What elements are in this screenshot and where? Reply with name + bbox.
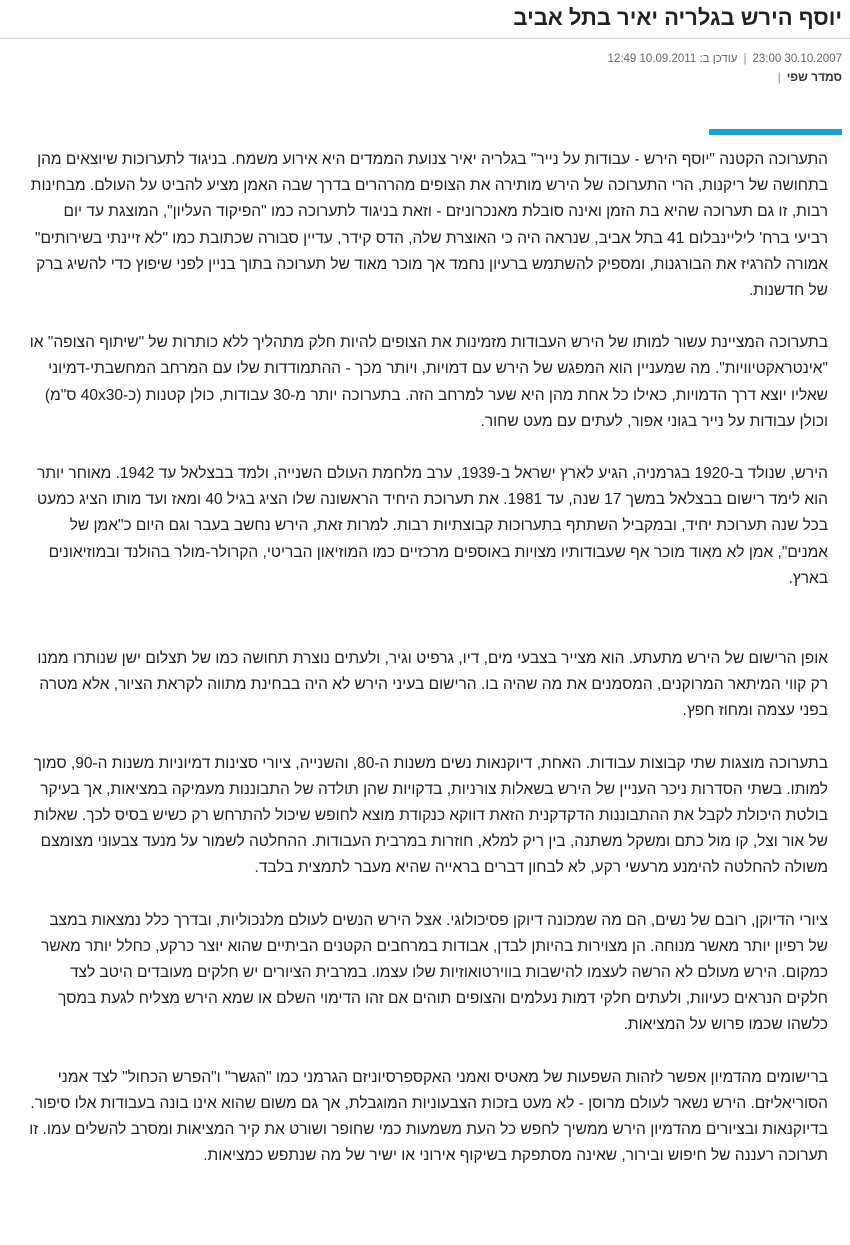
- article-paragraph: בתערוכה מוצגות שתי קבוצות עבודות. האחת, דיוקנאות נשים משנות ה-80, והשנייה, ציורי סצינות דמיוניות משנות ה-90, סמוך למותו. בשתי הסדרות ניכר העניין של הירש בשאלות צורניות, בדקויות שהן תולדה של התבוננות מעמיקה במציאות, אך בעיקר בולטת היכולת לקבל את ההתבוננות הדקדקנית הזאת דווקא כנקודת מוצא לחופש שיכול להתרחש רק כשיש בסיס לכך. שאלות של אור וצל, קו מול כתם ומשקל משתנה, בין ריק למלא, חוזרות במרבית העבודות. ההחלטה לשמור על מנעד צבעוני מצומצם משולה להחלטה להימנע מרעשי רקע, לא לבחון דברים בראייה שהיא מעבר לתמצית בלבד.: [33, 754, 828, 877]
- accent-bar: [709, 129, 842, 135]
- updated-label: עודכן ב:: [699, 53, 738, 65]
- article-paragraph: ברישומים מהדמיון אפשר לזהות השפעות של מאטיס ואמני האקספרסיוניזם הגרמני כמו "הגשר" ו"הפרש הכחול" לצד אמני הסוריאליזם. הירש נשאר לעולם מרוסן - לא מעט בזכות הצבעוניות המוגבלת, אך גם משום שהוא אינו בונה בעבודות אלו סיפור. בדיוקנאות ובציורים מהדמיון הירש ממשיך לחפש כל העת משמעות כמי שחופר ושורט את קיר המציאות ומסרב להשלים עמו. זו תערוכה רעננה של חיפוש ובירור, שאינה מסתפקת בשיקוף אירוני או ישיר של מה שנתפש כמציאות.: [29, 1068, 828, 1165]
- article-dates: [608, 51, 842, 67]
- article-body: [28, 147, 828, 1196]
- article-paragraph: ציורי הדיוקן, רובם של נשים, הם מה שמכונה דיוקן פסיכולוגי. אצל הירש הנשים לעולם מלנכוליות, ובדרך כלל נמצאות במצב של רפיון יותר מאשר מנוחה. הן מצוירות בהיותן לבדן, אבודות במרחבים הקטנים הביתיים שהוא יוצר כרקע, כחלל יותר מאשר כמקום. הירש מעולם לא הרשה לעצמו להישבות בווירטואוזיות שלו עצמו. במרבית הציורים יש חלקים מעובדים היטב לצד חלקים הנראים כעיוות, ולעתים חלקי דמות נעלמים והצופים תוהים אם זהו הדימוי השלם או שמא הירש מצליח לגעת במסך כלשהו שכמו פרוש על המציאות.: [41, 911, 828, 1034]
- byline: [778, 69, 842, 85]
- article-title: יוסף הירש בגלריה יאיר בתל אביב: [513, 5, 842, 30]
- published-date: 30.10.2007 23:00: [752, 53, 842, 65]
- article-header: [0, 0, 850, 39]
- updated-date: 10.09.2011 12:49: [607, 53, 697, 65]
- article-paragraph: התערוכה הקטנה "יוסף הירש - עבודות על נייר" בגלריה יאיר צנועת הממדים היא אירוע משמח. בניגוד לתערוכות שיוצאים מהן בתחושה של ריקנות, הרי התערוכה של הירש מותירה את הצופים מהרהרים בדרך שבה האמן מציע להביט על העולם. מבחינות רבות, זו גם תערוכה שהיא בת הזמן ואינה סובלת מאנכרוניזם - וזאת בניגוד לתערוכה כמו "הפיקוד העליון", המוצגת עד יום רביעי ברח' ליליינבלום 41 בתל אביב, שנראה היה כי האוצרת שלה, הדס קידר, עדיין סבורה שכתובת כמו "לא זיינתי בשירותים" אמורה להרגיז את הבורגנות, ומספיק להשתמש ברעיון נחמד אך מוכר מאוד של תערוכה בתוך בניין לפני שיפוץ כדי להשיג ברק של חדשנות.: [30, 151, 828, 300]
- article-paragraph: בתערוכה המציינת עשור למותו של הירש העבודות מזמינות את הצופים להיות חלק מתהליך ללא כותרות של "שיתוף הצופה" או "אינטראקטיוויות". מה שמעניין הוא המפגש של הירש עם דמויות, ויותר מכך - ההתמודדות שלו עם המרחב המחשבתי-דמיוני שאליו יוצא דרך הדמויות, כאילו כל אחת מהן היא שער למרחב הזה. בתערוכה יותר מ-30 עבודות, כולן קטנות (כ-40x30 ס"מ) וכולן עבודות על נייר בגוני אפור, לעתים עם מעט שחור.: [29, 334, 828, 430]
- meta-separator: |: [743, 53, 747, 65]
- byline-separator: |: [777, 70, 781, 84]
- author-name[interactable]: סמדר שפי: [786, 70, 842, 84]
- article-paragraph: הירש, שנולד ב-1920 בגרמניה, הגיע לארץ ישראל ב-1939, ערב מלחמת העולם השנייה, ולמד בבצלאל עד 1942. מאוחר יותר הוא לימד רישום בבצלאל במשך 17 שנה, עד 1981. את תערוכת היחיד הראשונה שלו הציג בגיל 40 ומאז ועד מותו הציג כמעט בכל שנה תערוכת יחיד, ובמקביל השתתף בתערוכות קבוצתיות רבות. למרות זאת, הירש נחשב בעבר וגם היום כ"אמן של אמנים", אמן לא מאוד מוכר אף שעבודותיו מצויות באוספים מרכזיים כמו המוזיאון הבריטי, הקרולר-מולר בהולנד ובמוזיאונים בארץ.: [37, 465, 828, 587]
- article-paragraph: אופן הרישום של הירש מתעתע. הוא מצייר בצבעי מים, דיו, גרפיט וגיר, ולעתים נוצרת תחושה כמו של תצלום ישן שנותרו ממנו רק קווי המיתאר המרוקנים, המסמנים את מה שהיה בו. הרישום בעיני הירש לא היה בבחינת מתווה לקראת הציור, אלא מטרה בפני עצמה ומחוז חפץ.: [37, 650, 828, 720]
